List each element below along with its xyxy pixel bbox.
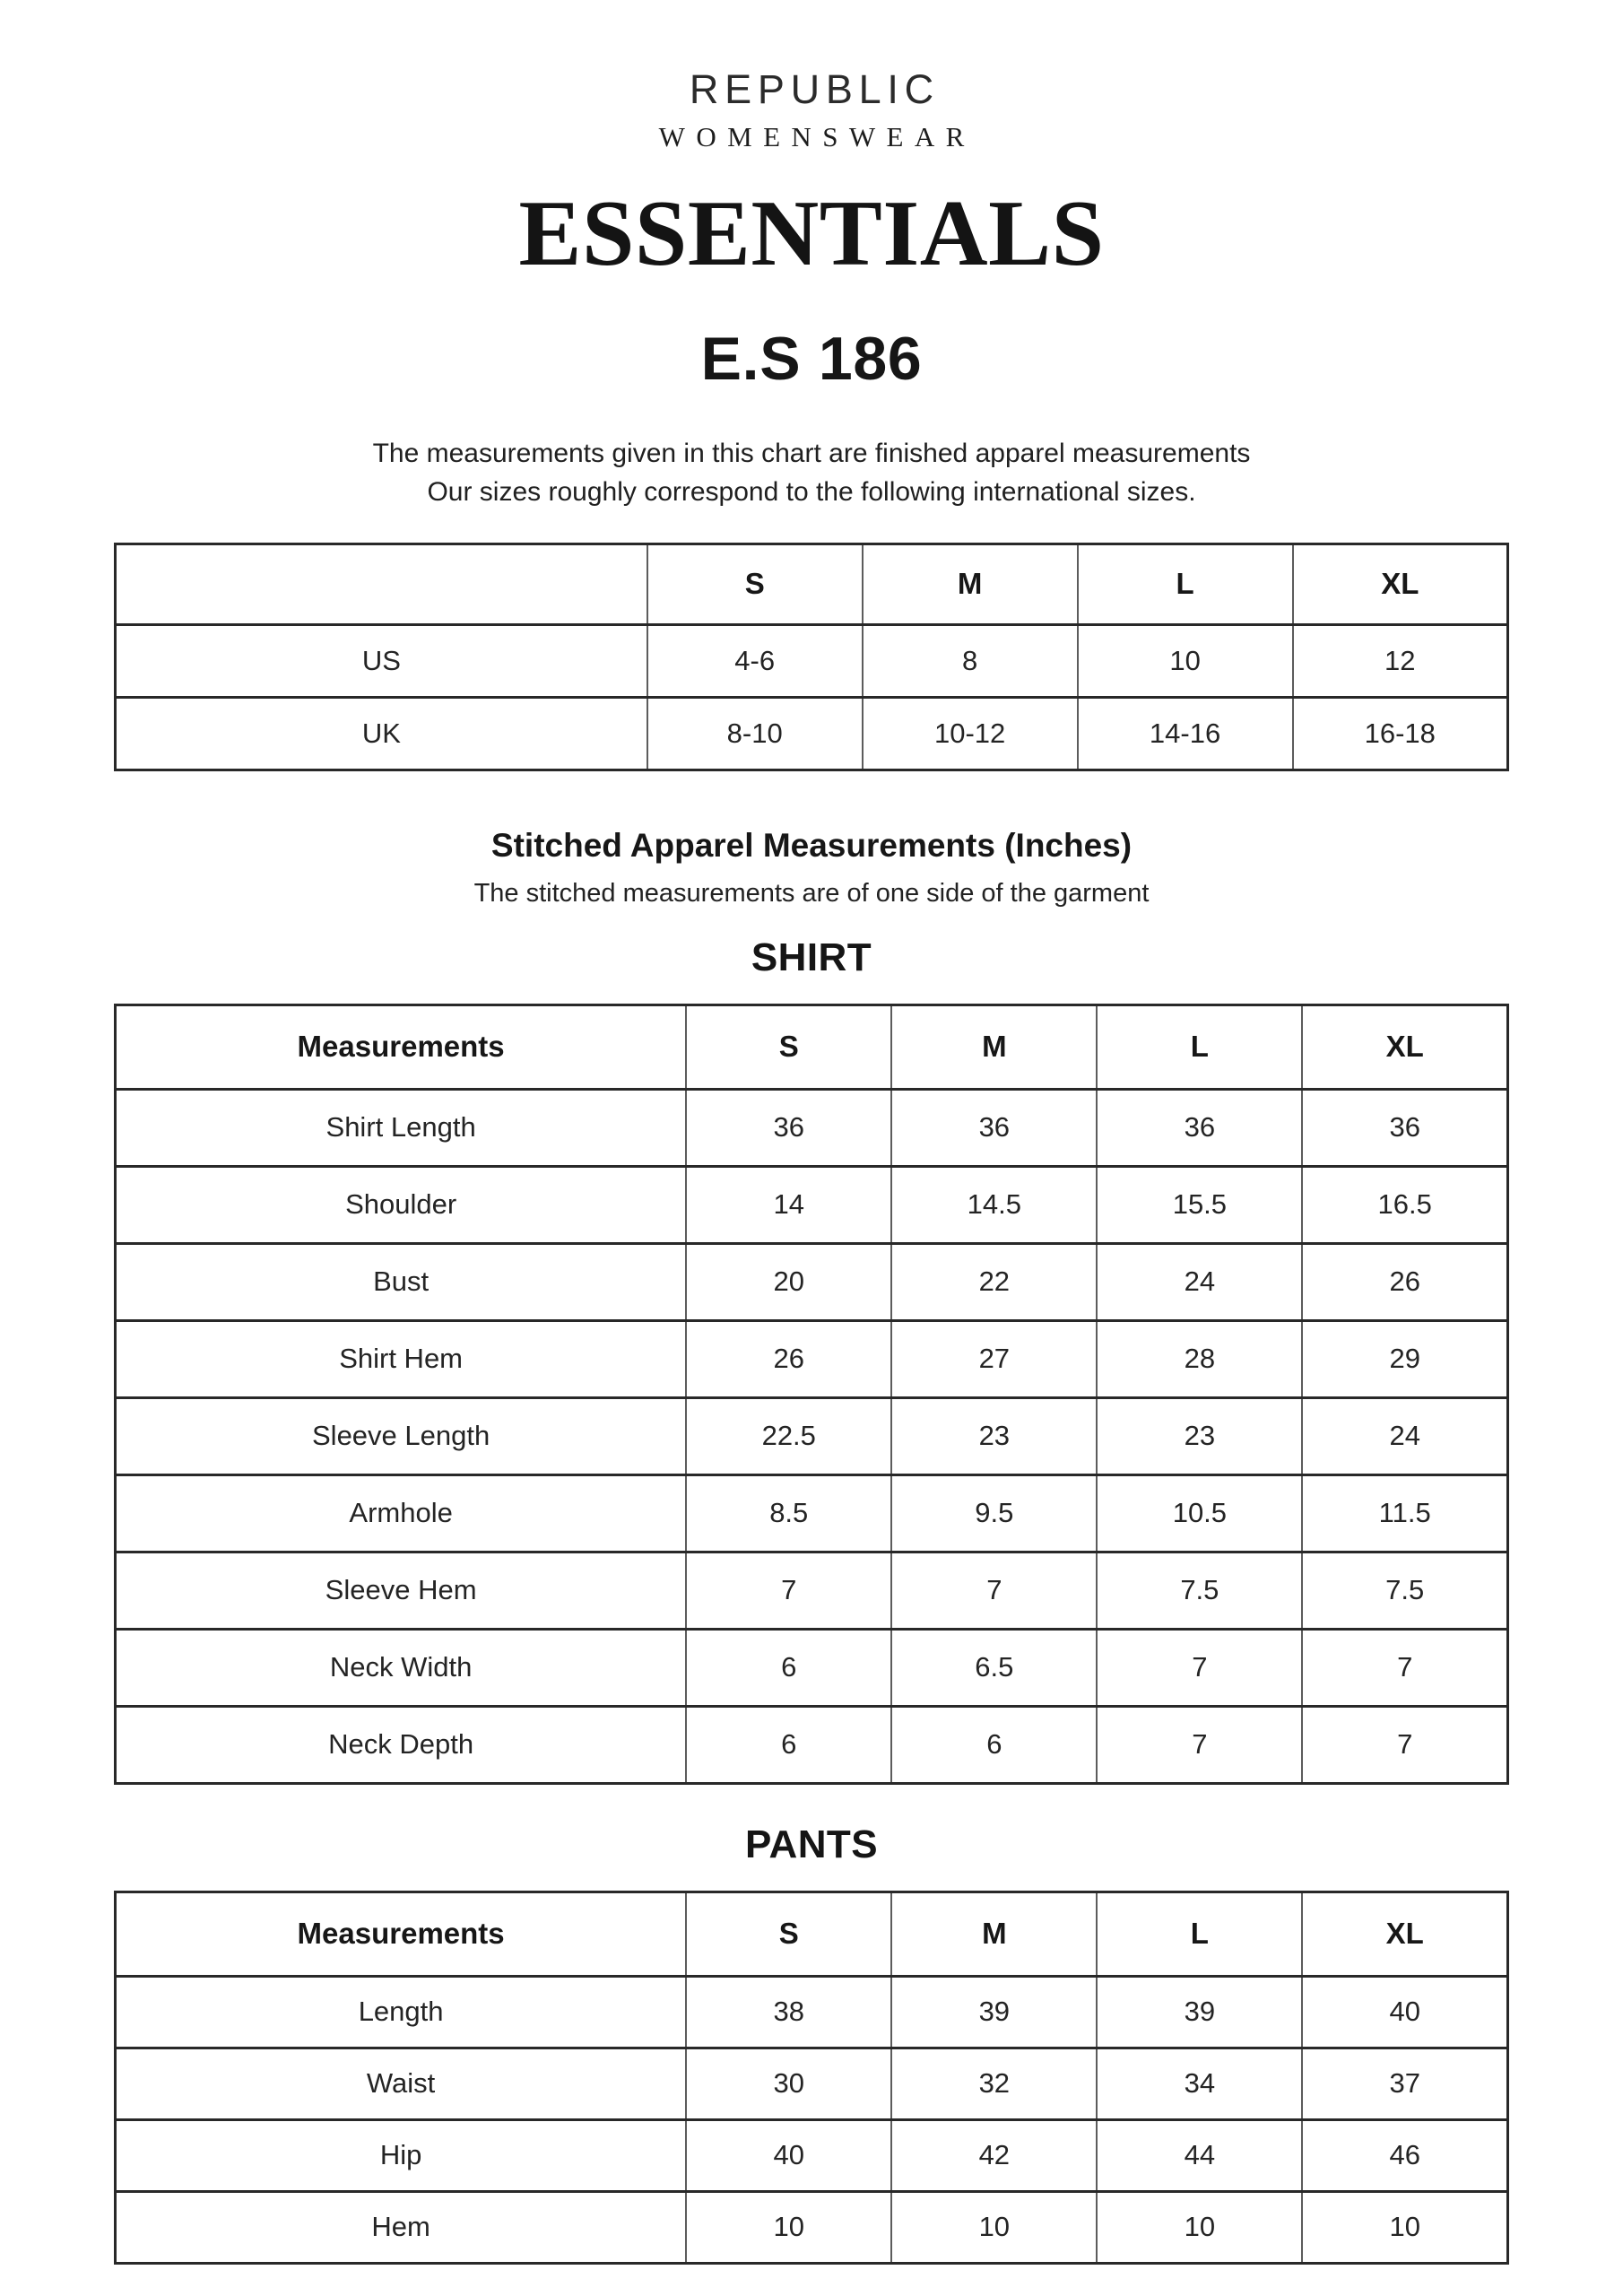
cell-value: 36 [1302,1089,1507,1166]
cell-value: 8 [863,624,1078,697]
size-col-header: S [686,1892,891,1976]
cell-value: 14 [686,1166,891,1243]
table-row [116,1397,1508,1474]
cell-value: 10 [891,2191,1097,2263]
cell-value: 23 [1097,1397,1302,1474]
size-col-header: S [647,544,863,624]
cell-value: 6 [891,1706,1097,1783]
size-col-header: M [891,1004,1097,1089]
table-row [116,1706,1508,1783]
cell-value: 36 [891,1089,1097,1166]
stitched-measurements-heading: Stitched Apparel Measurements (Inches) [490,826,1133,864]
cell-value: 14.5 [891,1166,1097,1243]
cell-value: 44 [1097,2119,1302,2191]
cell-value: 10 [1078,624,1293,697]
row-label: Armhole [116,1474,687,1552]
cell-value: 7 [1302,1706,1507,1783]
size-col-header: XL [1302,1004,1507,1089]
cell-value: 24 [1097,1243,1302,1320]
cell-value: 29 [1302,1320,1507,1397]
cell-value: 11.5 [1302,1474,1507,1552]
cell-value: 23 [891,1397,1097,1474]
table-row [116,2119,1508,2191]
size-col-header: XL [1293,544,1508,624]
row-label: Shirt Hem [116,1320,687,1397]
table-row [116,697,1508,770]
table-row [116,2048,1508,2119]
cell-value: 26 [1302,1243,1507,1320]
intro-text [0,434,1623,512]
cell-value: 36 [1097,1089,1302,1166]
intro-line-1: The measurements given in this chart are finished apparel measurements [372,438,1251,468]
row-label: Length [116,1976,687,2048]
cell-value: 7 [1097,1629,1302,1706]
cell-value: 30 [686,2048,891,2119]
cell-value: 8-10 [647,697,863,770]
brand-division: WOMENSWEAR [658,120,976,152]
row-label: Hip [116,2119,687,2191]
cell-value: 6 [686,1629,891,1706]
cell-value: 7.5 [1097,1552,1302,1629]
cell-value: 40 [686,2119,891,2191]
cell-value: 4-6 [647,624,863,697]
cell-value: 34 [1097,2048,1302,2119]
table-header-row [116,1892,1508,1976]
cell-value: 16-18 [1293,697,1508,770]
cell-value: 22.5 [686,1397,891,1474]
table-row [116,624,1508,697]
cell-value: 8.5 [686,1474,891,1552]
row-label: Neck Depth [116,1706,687,1783]
row-label: Shoulder [116,1166,687,1243]
measurements-col-header: Measurements [116,1004,687,1089]
cell-value: 28 [1097,1320,1302,1397]
cell-value: 6 [686,1706,891,1783]
cell-value: 10 [1097,2191,1302,2263]
size-col-header: L [1097,1004,1302,1089]
cell-value: 42 [891,2119,1097,2191]
shirt-section-title: SHIRT [751,935,872,979]
cell-value: 16.5 [1302,1166,1507,1243]
cell-value: 32 [891,2048,1097,2119]
row-label: Bust [116,1243,687,1320]
table-row [116,1089,1508,1166]
cell-value: 9.5 [891,1474,1097,1552]
table-row [116,1474,1508,1552]
corner-header-cell [116,544,647,624]
table-header-row [116,544,1508,624]
cell-value: 10.5 [1097,1474,1302,1552]
row-label: Sleeve Hem [116,1552,687,1629]
cell-value: 46 [1302,2119,1507,2191]
international-size-table [114,543,1509,771]
size-col-header: M [863,544,1078,624]
product-code: E.S 186 [700,324,923,393]
cell-value: 7 [686,1552,891,1629]
pants-measurements-table [114,1891,1509,2265]
cell-value: 7 [1302,1629,1507,1706]
row-label: Sleeve Length [116,1397,687,1474]
collection-title: ESSENTIALS [518,179,1105,285]
cell-value: 6.5 [891,1629,1097,1706]
cell-value: 12 [1293,624,1508,697]
size-col-header: S [686,1004,891,1089]
measurements-col-header: Measurements [116,1892,687,1976]
shirt-measurements-table [114,1004,1509,1785]
row-label: Neck Width [116,1629,687,1706]
size-col-header: M [891,1892,1097,1976]
cell-value: 15.5 [1097,1166,1302,1243]
cell-value: 40 [1302,1976,1507,2048]
cell-value: 37 [1302,2048,1507,2119]
cell-value: 10-12 [863,697,1078,770]
size-col-header: XL [1302,1892,1507,1976]
cell-value: 10 [1302,2191,1507,2263]
table-row [116,1976,1508,2048]
row-label: UK [116,697,647,770]
row-label: Waist [116,2048,687,2119]
table-row [116,2191,1508,2263]
table-row [116,1243,1508,1320]
cell-value: 10 [686,2191,891,2263]
table-row [116,1629,1508,1706]
cell-value: 7 [891,1552,1097,1629]
intro-line-2: Our sizes roughly correspond to the following international sizes. [427,477,1196,508]
table-row [116,1552,1508,1629]
table-row [116,1320,1508,1397]
table-header-row [116,1004,1508,1089]
cell-value: 20 [686,1243,891,1320]
cell-value: 24 [1302,1397,1507,1474]
cell-value: 39 [891,1976,1097,2048]
cell-value: 22 [891,1243,1097,1320]
cell-value: 38 [686,1976,891,2048]
brand-name: REPUBLIC [689,66,940,112]
cell-value: 7 [1097,1706,1302,1783]
row-label: Shirt Length [116,1089,687,1166]
size-col-header: L [1078,544,1293,624]
cell-value: 14-16 [1078,697,1293,770]
row-label: US [116,624,647,697]
size-col-header: L [1097,1892,1302,1976]
row-label: Hem [116,2191,687,2263]
cell-value: 27 [891,1320,1097,1397]
stitched-measurements-subheading: The stitched measurements are of one side of the garment [473,878,1150,908]
cell-value: 39 [1097,1976,1302,2048]
table-row [116,1166,1508,1243]
cell-value: 26 [686,1320,891,1397]
pants-section-title: PANTS [744,1822,879,1866]
cell-value: 36 [686,1089,891,1166]
cell-value: 7.5 [1302,1552,1507,1629]
